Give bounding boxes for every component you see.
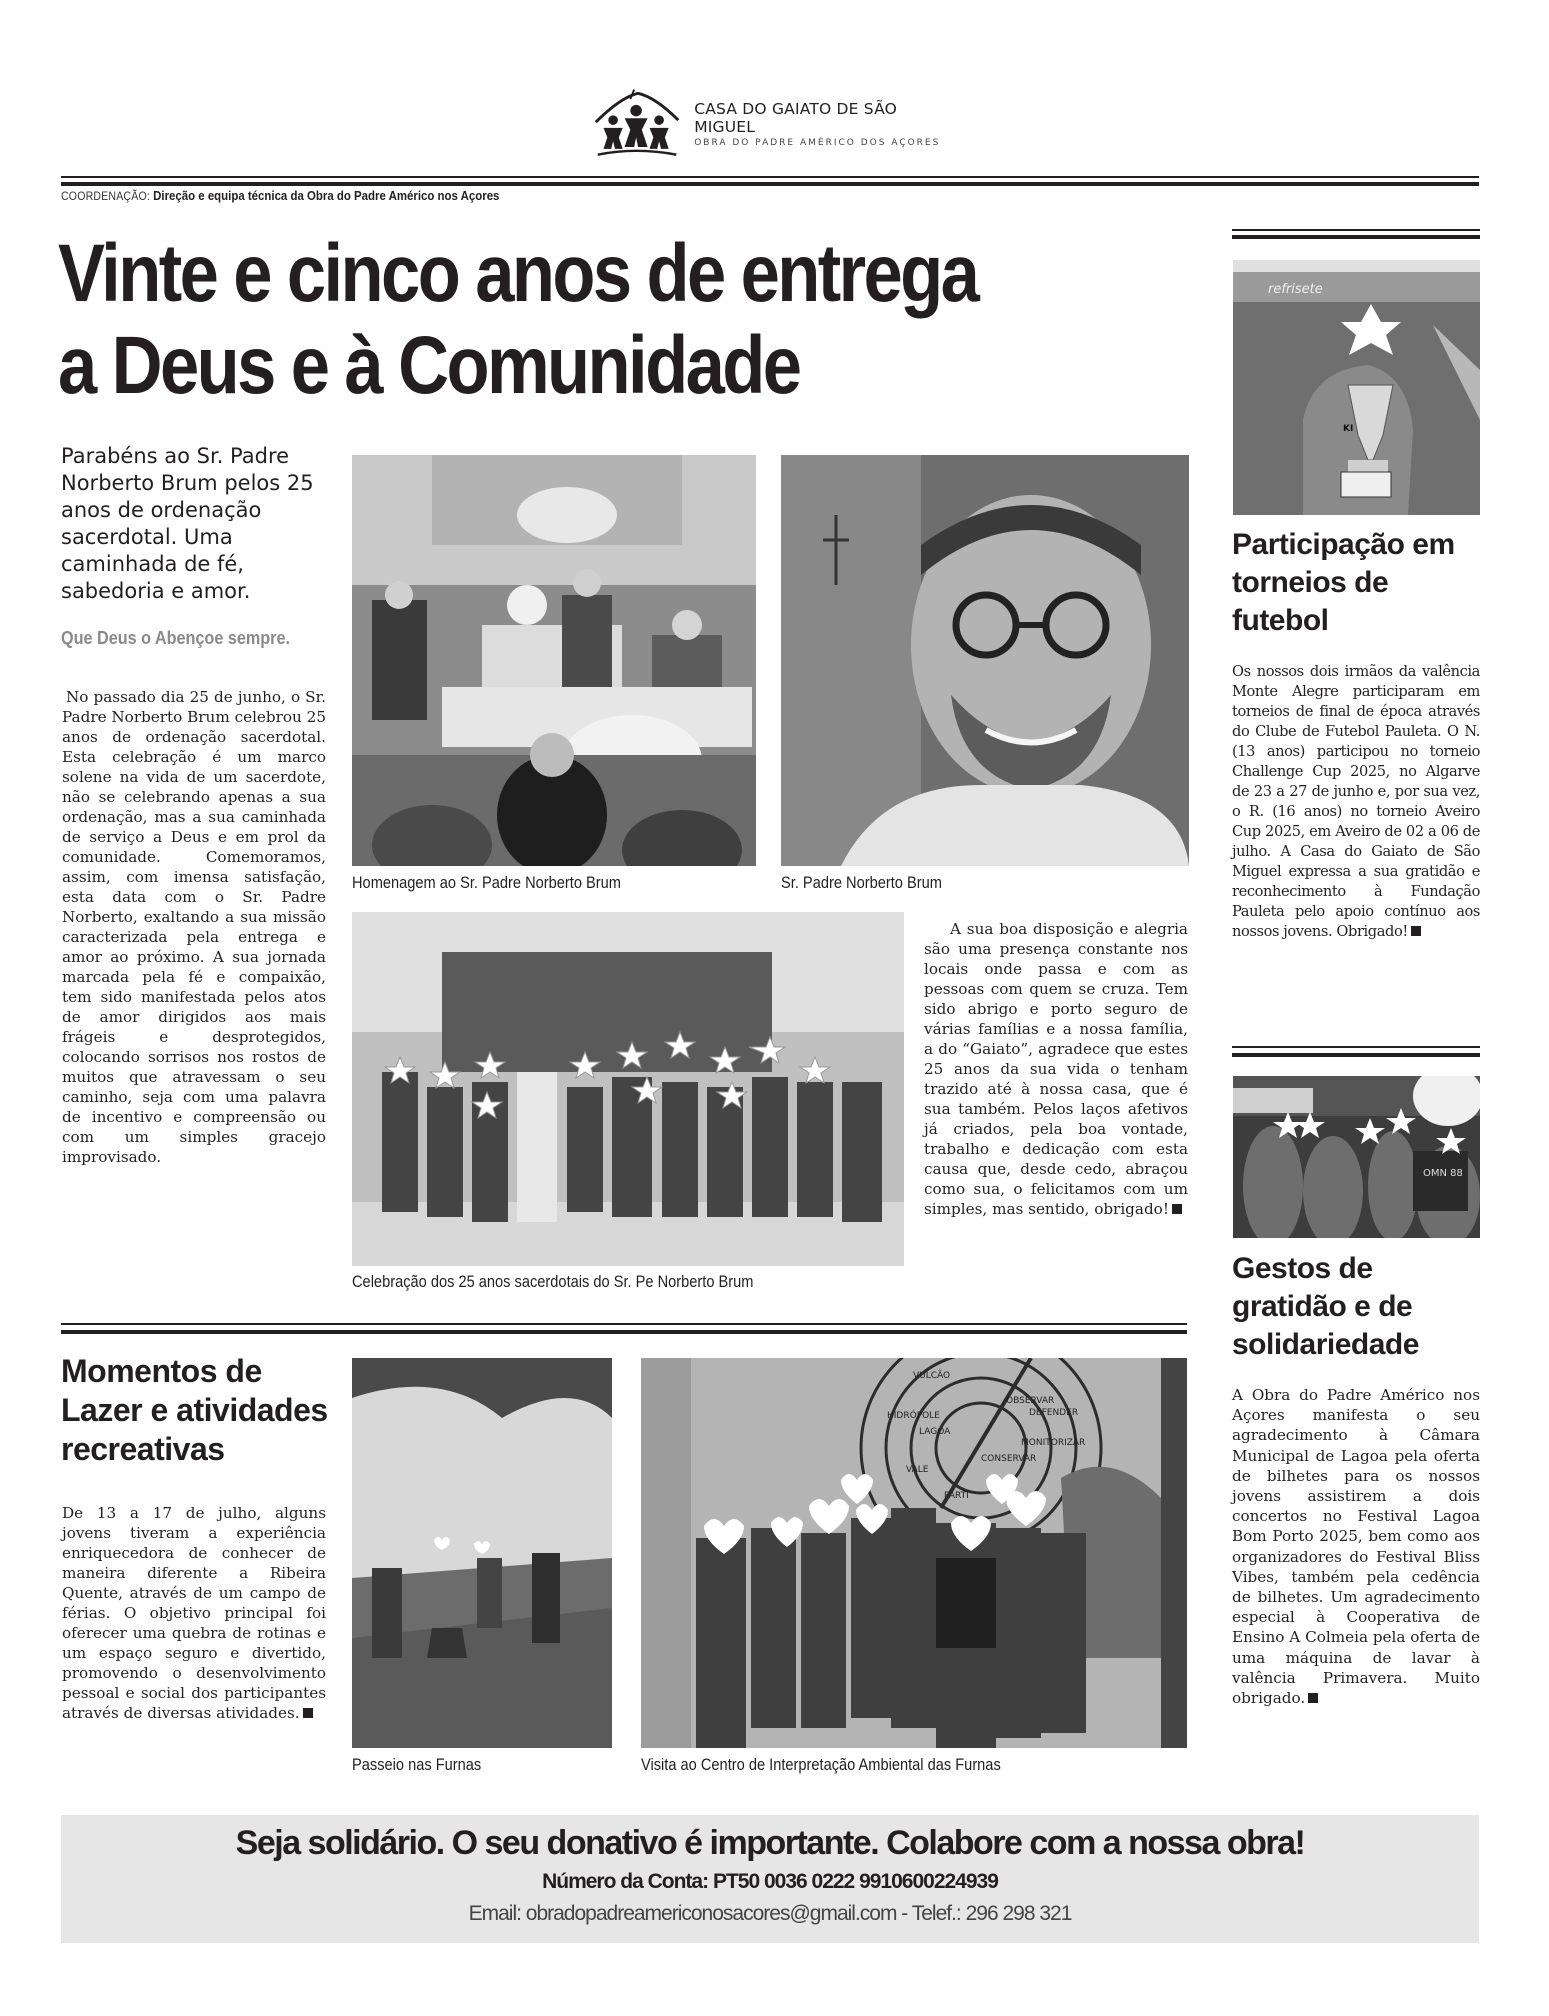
photo-portrait [781,455,1189,866]
caption-walk-furnas: Passeio nas Furnas [352,1755,482,1774]
caption-environmental-center: Visita ao Centro de Interpretação Ambiental das Furnas [641,1755,1001,1774]
wall-word: LAGOA [919,1427,951,1437]
gratitude-paragraph: A Obra do Padre Américo nos Açores manifesta o seu agradecimento à Câmara Municipal de Lagoa pela oferta de bilhetes para os nossos jovens assistirem a dois concertos no Festival Lagoa Bom Porto 2025, bem como aos organizadores do Festival Bliss Vibes, também pela cedência de bilhetes. Um agradecimento especial à Cooperativa de Ensino A Colmeia pela oferta de uma máquina de lavar à valência Primavera. Muito obrigado. [1232,1386,1480,1708]
caption-portrait: Sr. Padre Norberto Brum [781,873,942,892]
main-headline-line1: Vinte e cinco anos de entrega [58,228,978,319]
photo-walk-furnas [352,1358,612,1748]
trophy-label-text: KI [1343,424,1354,434]
coordination-value: Direção e equipa técnica da Obra do Padre Américo nos Açores [153,188,500,203]
caption-group-celebration: Celebração dos 25 anos sacerdotais do Sr. Pe Norberto Brum [352,1272,754,1291]
bank-account-label: Número da Conta: [542,1870,709,1893]
leisure-paragraph: De 13 a 17 de julho, alguns jovens tiveram a experiência enriquecedora de conhecer de maneira diferente a Ribeira Quente, através de um campo de férias. O objetivo principal foi oferecer uma quebra de rotinas e um espaço seguro e divertido, promovendo o desenvolvimento pessoal e social dos participantes através de diversas atividades. [62,1504,326,1722]
lead-text: Parabéns ao Sr. Padre Norberto Brum pelos 25 anos de ordenação sacerdotal. Uma caminhada de fé, sabedoria e amor. [61,444,314,603]
end-of-article-mark [1172,1204,1182,1214]
top-rule-thin [61,176,1479,178]
main-article-body-col2 [924,919,1188,1219]
lead-subtext: Que Deus o Abençoe sempre. [61,628,290,648]
three-children-under-roof-icon [592,86,680,162]
wall-word: CONSERVAR [981,1454,1037,1464]
wall-word: OBSERVAR [1006,1396,1055,1406]
photo-shirt-text: OMN 88 [1423,1168,1463,1179]
donation-appeal: Seja solidário. O seu donativo é importante. Colabore com a nossa obra! [235,1824,1305,1862]
football-headline: Participação em torneios de futebol [1232,528,1455,637]
main-article-paragraph-2: A sua boa disposição e alegria são uma presença constante nos locais onde passa e com as pessoas com quem se cruza. Tem sido abrigo e porto seguro de várias famílias e a nossa família, a do “Gaiato”, agradece que estes 25 anos da sua vida o tenham trazido até à nossa casa, que é sua também. Pelos laços afetivos já criados, pela boa vontade, trabalho e dedicação com esta causa que, desde cedo, abraçou como sua, o felicitamos com um simples, mas sentido, obrigado! [924,920,1188,1218]
photo-football-trophy [1233,260,1480,515]
football-body [1232,662,1480,942]
main-article-body-col1 [62,687,326,1167]
wall-word: PARTI [944,1491,969,1501]
sidebar-rule-thick [1232,235,1480,239]
main-article-paragraph-1: No passado dia 25 de junho, o Sr. Padre Norberto Brum celebrou 25 anos de ordenação sacerdotal. Esta celebração é um marco solene na vida de um sacerdote, não se celebrando apenas a sua ordenação, mas a sua caminhada de serviço a Deus e em prol da comunidade. Comemoramos, assim, com imensa satisfação, esta data com o Sr. Padre Norberto, exaltando a sua missão caracterizada pela entrega e amor ao próximo. A sua jornada marcada pela fé e compaixão, tem sido manifestada pelos atos de amor dirigidos aos mais frágeis e desprotegidos, colocando sorrisos nos rostos de muitos que atravessam o seu caminho, seja com uma palavra de incentivo e compreensão ou com um simples gracejo improvisado. [62,688,326,1166]
bank-account-line [61,1870,1479,1894]
sidebar-rule-thin-2 [1232,1046,1480,1048]
wall-word: VULCÃO [913,1371,951,1381]
leisure-body [62,1503,326,1723]
end-of-article-mark [1411,926,1421,936]
wall-word: DEFENDER [1029,1408,1079,1418]
wall-word: MONITORIZAR [1021,1438,1086,1448]
leisure-headline: Momentos de Lazer e atividades recreativas [61,1353,328,1467]
section-rule-thick [61,1330,1187,1334]
contact-line: Email: obradopadreamericonosacores@gmail.com - Telef.: 296 298 321 [468,1902,1072,1925]
photo-festival [1233,1076,1480,1238]
masthead-logo [592,86,952,162]
photo-group-celebration [352,912,904,1266]
gratitude-headline: Gestos de gratidão e de solidariedade [1232,1252,1419,1361]
coordination-line [61,188,499,203]
sidebar-rule-thick-2 [1232,1053,1480,1057]
logo-subtitle: OBRA DO PADRE AMÉRICO DOS AÇORES [694,138,941,148]
coordination-label: COORDENAÇÃO: [61,189,150,203]
main-headline-line2: a Deus e à Comunidade [58,320,800,411]
photo-homage [352,455,756,866]
photo-sign-text: refrisete [1268,282,1323,297]
end-of-article-mark [303,1708,313,1718]
photo-environmental-center [641,1358,1187,1748]
football-paragraph: Os nossos dois irmãos da valência Monte Alegre participaram em torneios de final de época através do Clube de Futebol Pauleta. O N. (13 anos) participou no torneio Challenge Cup 2025, no Algarve de 23 a 27 de junho e, por sua vez, o R. (16 anos) no torneio Aveiro Cup 2025, em Aveiro de 02 a 06 de julho. A Casa do Gaiato de São Miguel expressa a sua gratidão e reconhecimento à Fundação Pauleta pelo apoio contínuo aos nossos jovens. Obrigado! [1232,663,1480,940]
wall-word: VALE [906,1465,929,1475]
end-of-article-mark [1308,1693,1318,1703]
main-headline [58,228,1047,412]
logo-name: CASA DO GAIATO DE SÃO MIGUEL [694,100,898,136]
wall-word: HIDRÓPOLE [887,1411,940,1421]
caption-homage: Homenagem ao Sr. Padre Norberto Brum [352,873,621,892]
sidebar-rule-thin [1232,229,1480,231]
top-rule-thick [61,182,1479,186]
bank-account-number: PT50 0036 0222 9910600224939 [712,1870,998,1893]
section-rule-thin [61,1323,1187,1325]
gratitude-body [1232,1385,1480,1708]
